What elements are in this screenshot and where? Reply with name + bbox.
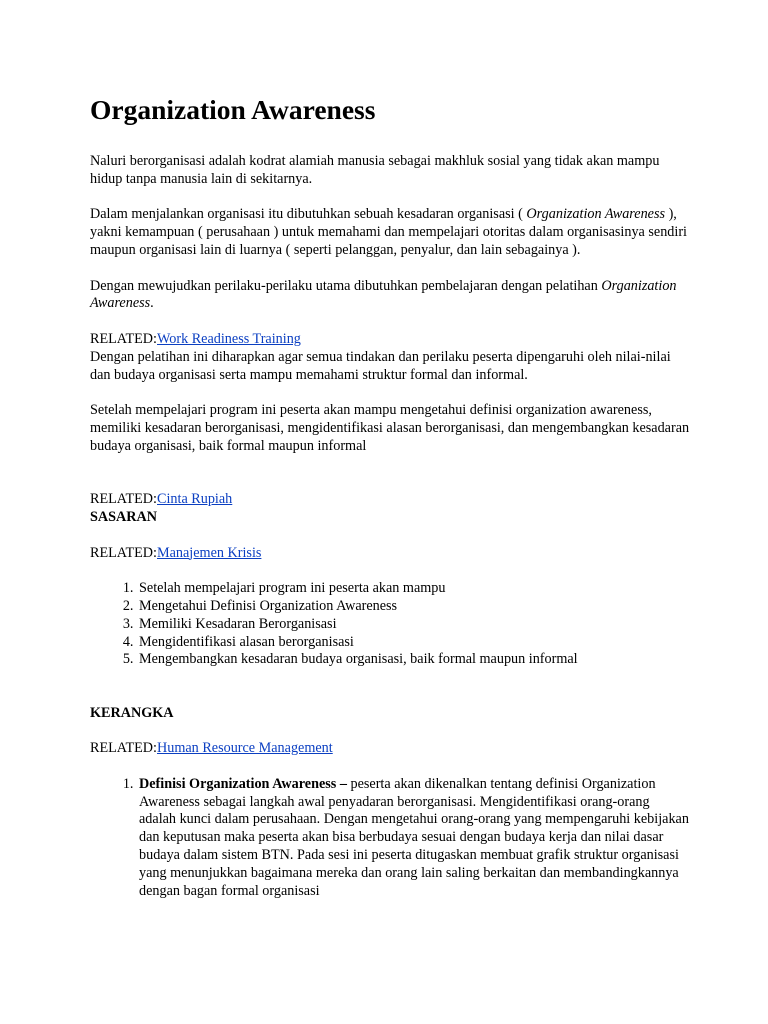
related-line [90, 740, 690, 758]
list-item [137, 776, 690, 901]
list-item: 5. Mengembangkan kesadaran budaya organisasi, baik formal maupun informal [137, 651, 690, 669]
list-item: 2. Mengetahui Definisi Organization Awareness [137, 598, 690, 616]
related-prefix: RELATED: [90, 491, 157, 508]
spacer [90, 527, 690, 545]
related-prefix: RELATED: [90, 740, 157, 757]
list-item-text: peserta akan dikenalkan tentang definisi Organization Awareness sebagai langkah awal penyadaran berorganisasi. Mengidentifikasi orang-orang adalah kunci dalam perusahaan. Dengan mengetahui orang-orang yang mempengaruhi kebijakan dan keputusan maka peserta akan bisa berbudaya sesuai dengan budaya kerja dan nilai dasar budaya dalam sistem BTN. Pada sesi ini peserta ditugaskan membuat grafik struktur organisasi yang menunjukkan bagaimana mereka dan orang lain saling berkaitan dan membandingkannya dengan bagan formal organisasi [139, 775, 689, 899]
related-prefix: RELATED: [90, 544, 157, 561]
paragraph-text: Dalam menjalankan organisasi itu dibutuhkan sebuah kesadaran organisasi ( [90, 206, 527, 223]
awareness-definition-paragraph [90, 206, 690, 259]
intro-paragraph: Naluri berorganisasi adalah kodrat alamiah manusia sebagai makhluk sosial yang tidak akan mampu hidup tanpa manusia lain di sekitarnya. [90, 153, 660, 187]
italic-term: Organization Awareness [526, 206, 666, 223]
italic-term: Organization Awareness [90, 277, 677, 312]
page-title: Organization Awareness [90, 94, 376, 125]
list-item: 4. Mengidentifikasi alasan berorganisasi [137, 634, 690, 652]
sasaran-list [90, 580, 690, 669]
expectation-paragraph: Dengan pelatihan ini diharapkan agar semua tindakan dan perilaku peserta dipengaruhi oleh nilai-nilai dan budaya organisasi serta mampu memahami struktur formal dan informal. [90, 348, 671, 383]
document-page [90, 94, 690, 918]
related-link-human-resource[interactable]: Human Resource Management [157, 740, 333, 757]
list-item: 1. Setelah mempelajari program ini peserta akan mampu [137, 580, 690, 598]
list-item: 3. Memiliki Kesadaran Berorganisasi [137, 616, 690, 634]
related-line [90, 331, 690, 349]
list-item-title: Definisi Organization Awareness – [139, 775, 347, 792]
paragraph-text: . [150, 295, 154, 312]
training-paragraph [90, 278, 690, 314]
kerangka-heading: KERANGKA [90, 704, 174, 721]
kerangka-list [90, 776, 690, 901]
related-link-work-readiness[interactable]: Work Readiness Training [157, 330, 301, 347]
sasaran-heading: SASARAN [90, 508, 158, 525]
paragraph-text: Dengan mewujudkan perilaku-perilaku utama dibutuhkan pembelajaran dengan pelatihan [90, 277, 602, 294]
paragraph-text: ), yakni kemampuan ( perusahaan ) untuk memahami dan mempelajari otoritas dalam organisasinya sendiri maupun organisasi lain di luarnya ( seperti pelanggan, penyalur, dan lain sebagainya ). [90, 206, 688, 258]
related-line [90, 545, 690, 563]
related-prefix: RELATED: [90, 330, 157, 347]
related-link-manajemen-krisis[interactable]: Manajemen Krisis [157, 544, 262, 561]
spacer [90, 473, 690, 491]
related-line [90, 491, 690, 509]
related-link-cinta-rupiah[interactable]: Cinta Rupiah [157, 491, 233, 508]
spacer [90, 687, 690, 705]
outcome-paragraph: Setelah mempelajari program ini peserta akan mampu mengetahui definisi organization awareness, memiliki kesadaran berorganisasi, mengidentifikasi alasan berorganisasi, dan mengembangkan kesadaran budaya organisasi, baik formal maupun informal [90, 402, 690, 454]
